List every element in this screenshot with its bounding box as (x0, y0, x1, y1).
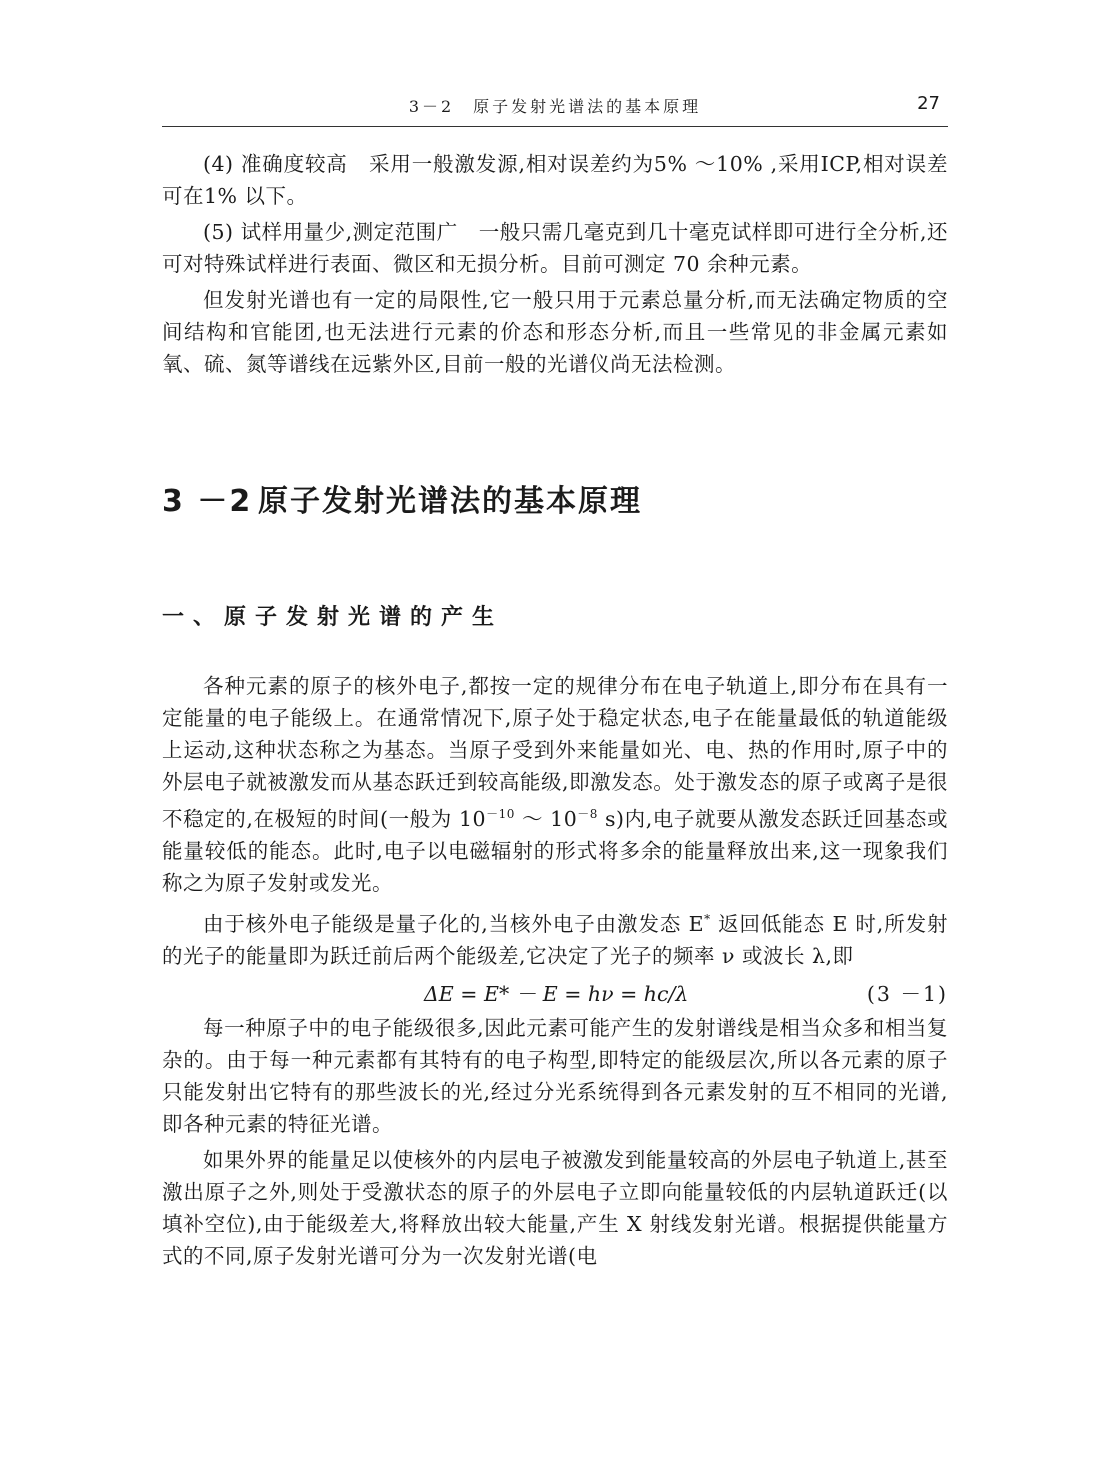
section-heading (162, 476, 642, 520)
paragraph (162, 903, 948, 972)
section-title: 原子发射光谱法的基本原理 (258, 484, 642, 519)
text-span: 由于核外电子能级是量子化的,当核外电子由激发态 E (203, 911, 705, 936)
superscript: －8 (577, 807, 598, 821)
running-header (162, 90, 948, 127)
equation-formula: ΔE = E* － E = hν = hc/λ (424, 981, 689, 1006)
paragraph: 每一种原子中的电子能级很多,因此元素可能产生的发射谱线是相当众多和相当复杂的。由于每一种元素都有其特有的电子构型,即特定的能级层次,所以各元素的原子只能发射出它特有的那些波长的光,经过分光系统得到各元素发射的互不相同的光谱,即各种元素的特征光谱。 (162, 1015, 948, 1136)
running-title: 3－2 原子发射光谱法的基本原理 (408, 97, 702, 116)
superscript: －10 (486, 807, 515, 821)
text-span: ～ 10 (514, 806, 578, 831)
paragraph: 如果外界的能量足以使核外的内层电子被激发到能量较高的外层电子轨道上,甚至激出原子之外,则处于受激状态的原子的外层电子立即向能量较低的内层轨道跃迁(以填补空位),由于能级差大,将释放出较大能量,产生 X 射线发射光谱。根据提供能量方式的不同,原子发射光谱可分为一次发射光谱(电 (162, 1147, 948, 1268)
equation (162, 976, 948, 1012)
page-number: 27 (917, 93, 940, 114)
equation-number: (3 －1) (866, 981, 948, 1006)
paragraph: (4) 准确度较高 采用一般激发源,相对误差约为5% ～10% ,采用ICP,相对误差可在1% 以下。 (162, 152, 948, 208)
text-span: 返回低能态 E 时,所发射的光子的能量即为跃迁前后两个能级差,它决定了光子的频率 ν 或波长 λ,即 (162, 911, 949, 968)
subsection-heading: 一、原子发射光谱的产生 (162, 605, 504, 630)
top-text-block (162, 148, 948, 384)
paragraph: 但发射光谱也有一定的局限性,它一般只用于元素总量分析,而无法确定物质的空间结构和官能团,也无法进行元素的价态和形态分析,而且一些常见的非金属元素如氧、硫、氮等谱线在远紫外区,目前一般的光谱仪尚无法检测。 (162, 288, 948, 376)
main-text-block (162, 670, 948, 1276)
section-number: 3 －2 (162, 484, 253, 519)
paragraph: (5) 试样用量少,测定范围广 一般只需几毫克到几十毫克试样即可进行全分析,还可对特殊试样进行表面、微区和无损分析。目前可测定 70 余种元素。 (162, 220, 948, 276)
text-span: s)内,电子就要从激发态跃迁回基态或能量较低的能态。此时,电子以电磁辐射的形式将多余的能量释放出来,这一现象我们称之为原子发射或发光。 (162, 806, 948, 895)
superscript: * (704, 911, 711, 926)
text-span: 各种元素的原子的核外电子,都按一定的规律分布在电子轨道上,即分布在具有一定能量的电子能级上。在通常情况下,原子处于稳定状态,电子在能量最低的轨道能级上运动,这种状态称之为基态。当原子受到外来能量如光、电、热的作用时,原子中的外层电子就被激发而从基态跃迁到较高能级,即激发态。处于激发态的原子或离子是很不稳定的,在极短的时间(一般为 10 (162, 674, 948, 831)
paragraph (162, 670, 948, 899)
